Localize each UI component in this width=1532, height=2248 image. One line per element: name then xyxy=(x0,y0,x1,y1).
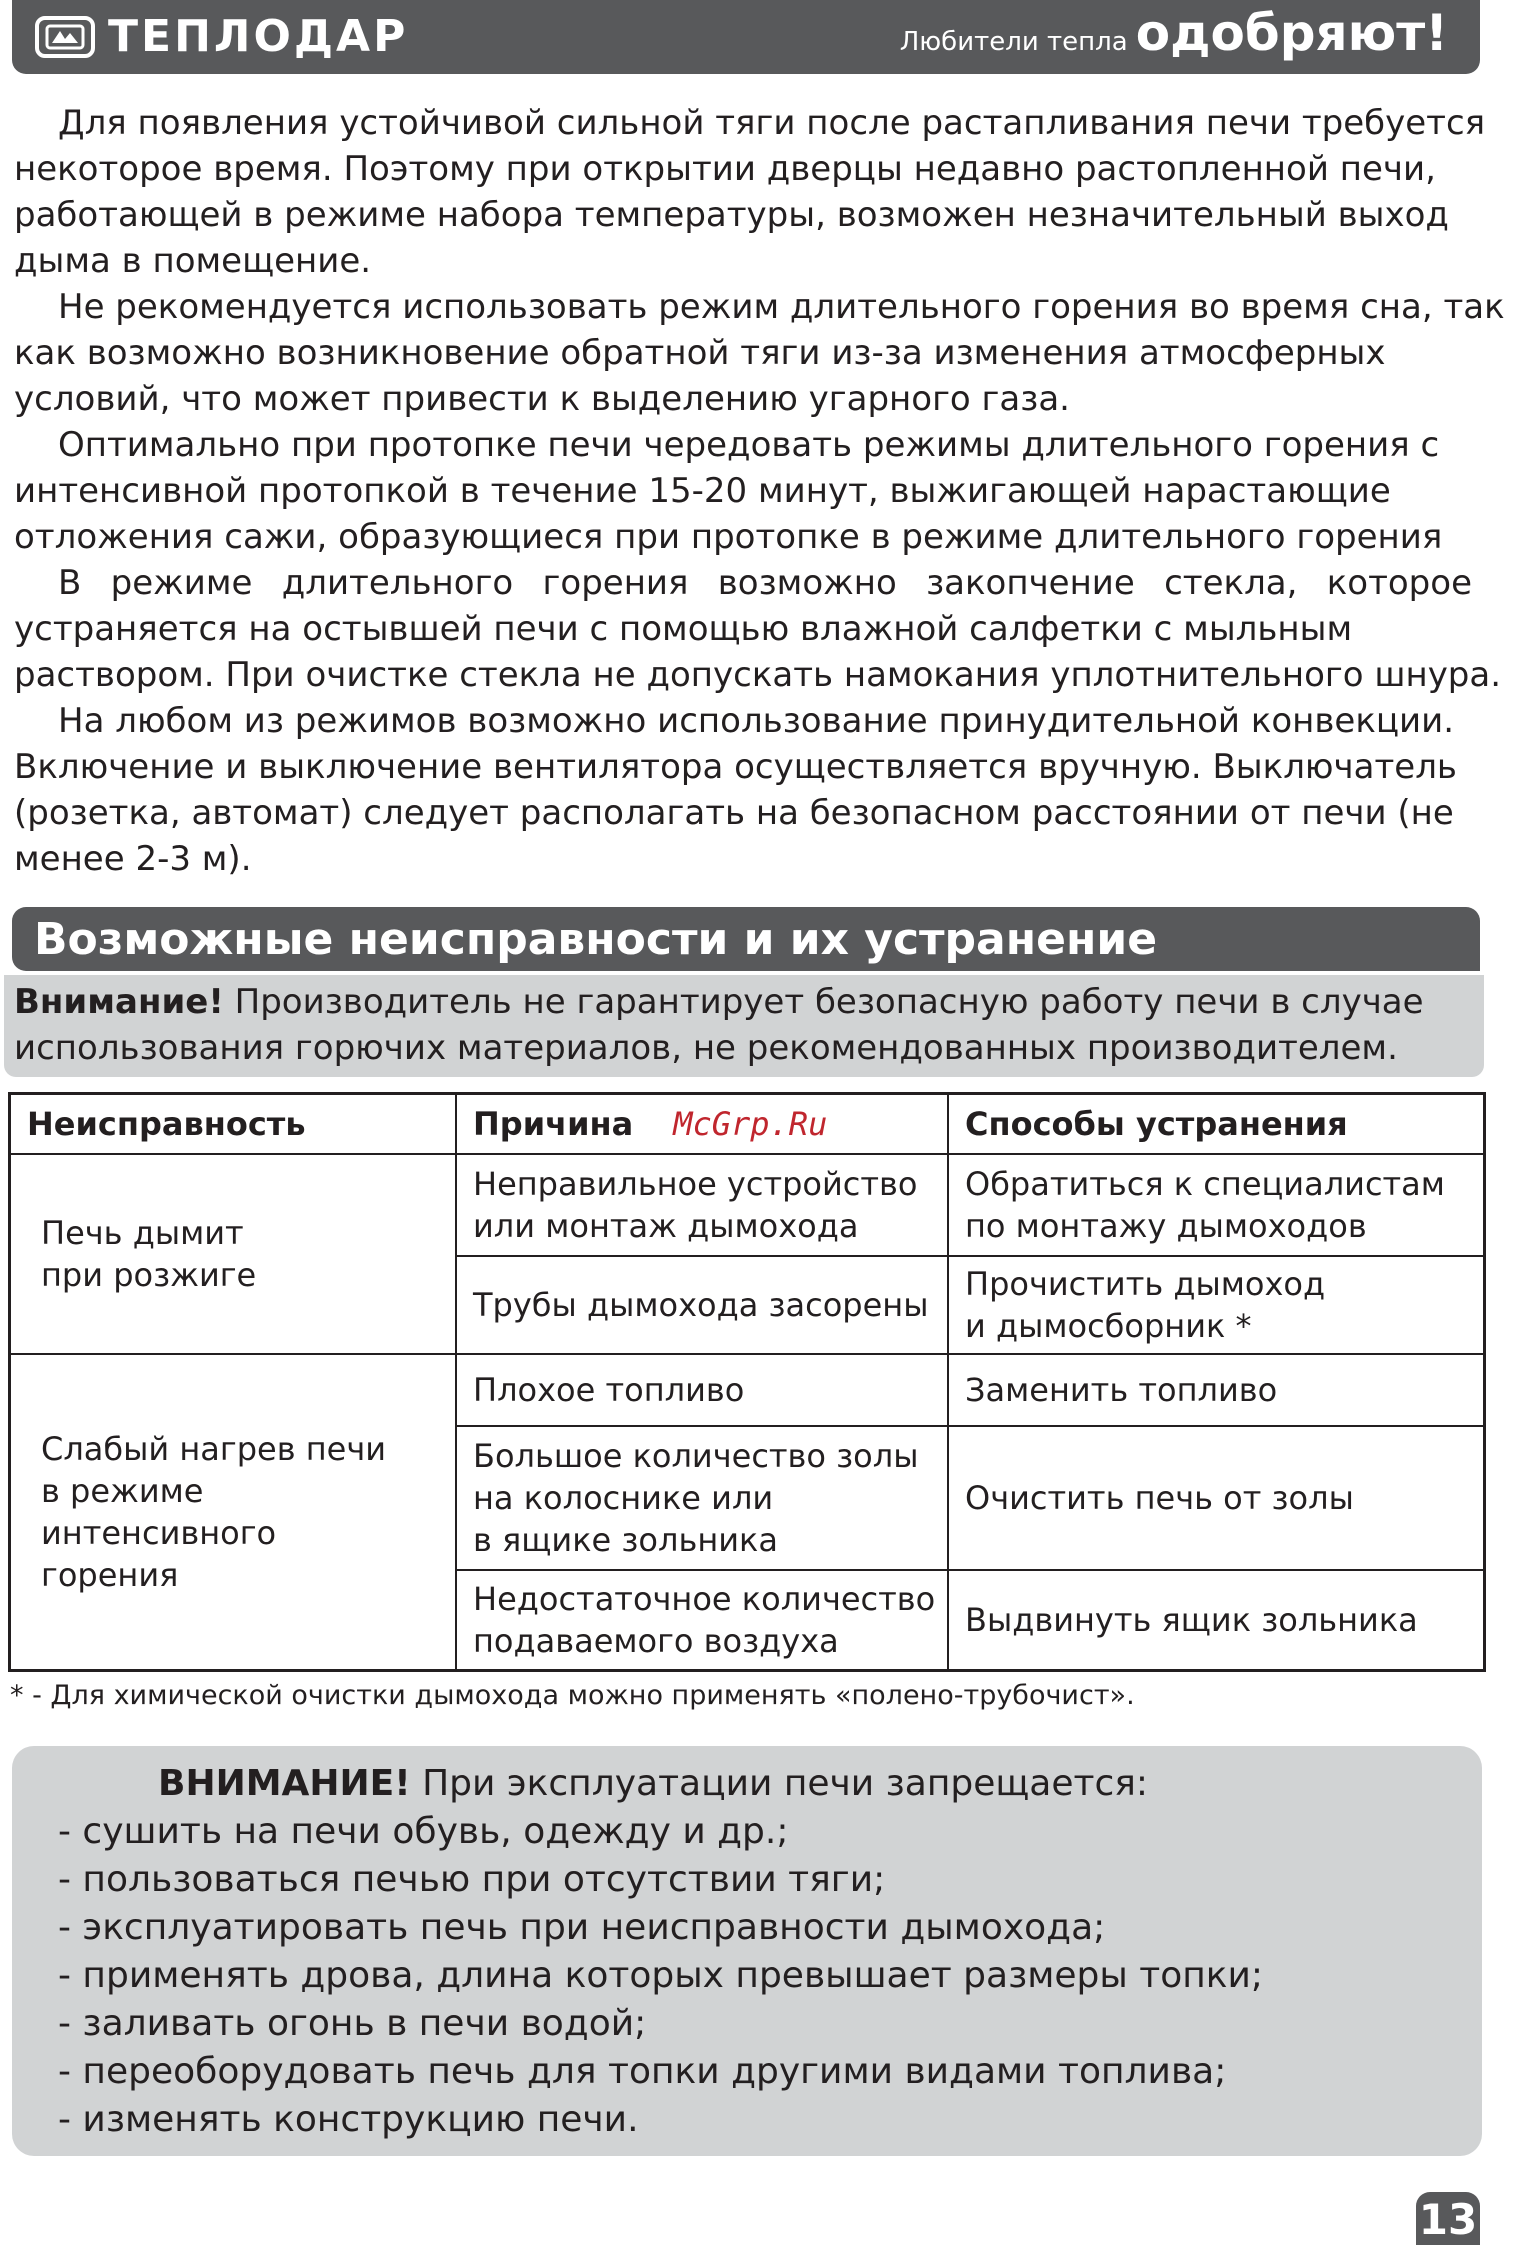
cause-cell xyxy=(456,1570,948,1670)
cause-cell xyxy=(456,1154,948,1256)
text-line: менее 2-3 м). xyxy=(14,839,252,879)
header-cause-label: Причина xyxy=(473,1105,634,1143)
text-line: дыма в помещение. xyxy=(14,241,372,281)
paragraph-1 xyxy=(14,100,1532,284)
intro-text xyxy=(14,100,1532,882)
warning-line: Производитель не гарантирует безопасную работу печи в случае xyxy=(234,982,1424,1022)
section-title: Возможные неисправности и их устранение xyxy=(34,914,1158,965)
section-header xyxy=(12,907,1480,971)
header-fix: Способы устранения xyxy=(948,1094,1485,1155)
paragraph-5 xyxy=(14,698,1532,882)
page-header xyxy=(12,0,1480,74)
warning-text xyxy=(14,979,1424,1071)
slogan-big: одобряют! xyxy=(1135,4,1448,62)
brand-name: ТЕПЛОДАР xyxy=(108,11,409,62)
text-line: интенсивной протопкой в течение 15-20 минут, выжигающей нарастающие xyxy=(14,471,1391,511)
text-line: (розетка, автомат) следует располагать на безопасном расстоянии от печи (не xyxy=(14,793,1454,833)
table-header-row xyxy=(10,1094,1485,1155)
text-line: Для появления устойчивой сильной тяги после растапливания печи требуется xyxy=(58,103,1486,143)
cell-line: при розжиге xyxy=(41,1256,257,1294)
watermark: McGrp.Ru xyxy=(673,1105,828,1143)
text-line: В режиме длительного горения возможно закопчение стекла, которое xyxy=(58,563,1472,603)
warning-box xyxy=(4,975,1484,1077)
list-item: - применять дрова, длина которых превышает размеры топки; xyxy=(58,1955,1264,1996)
text-line: некоторое время. Поэтому при открытии дверцы недавно растопленной печи, xyxy=(14,149,1436,189)
prohibitions-list xyxy=(58,1808,1263,2144)
warning-label: Внимание! xyxy=(14,982,224,1022)
slogan-small: Любители тепла xyxy=(899,27,1128,57)
list-item: - эксплуатировать печь при неисправности дымохода; xyxy=(58,1907,1106,1948)
cell-line: Слабый нагрев печи xyxy=(41,1429,387,1468)
paragraph-4 xyxy=(14,560,1532,698)
cell-line: Выдвинуть ящик зольника xyxy=(965,1600,1418,1639)
cause-cell xyxy=(456,1256,948,1354)
cell-line: или монтаж дымохода xyxy=(473,1207,859,1245)
text-line: условий, что может привести к выделению угарного газа. xyxy=(14,379,1070,419)
cell-line: по монтажу дымоходов xyxy=(965,1207,1367,1245)
stove-logo-icon xyxy=(34,15,96,59)
paragraph-2 xyxy=(14,284,1532,422)
cause-cell xyxy=(456,1426,948,1570)
prohibitions-box xyxy=(12,1746,1482,2156)
prohibitions-heading: При эксплуатации печи запрещается: xyxy=(422,1763,1149,1804)
fix-cell xyxy=(948,1256,1485,1354)
cell-line: Неправильное устройство xyxy=(473,1165,918,1203)
text-line: устраняется на остывшей печи с помощью влажной салфетки с мыльным xyxy=(14,609,1353,649)
cell-line: Заменить топливо xyxy=(965,1371,1278,1409)
text-line: Включение и выключение вентилятора осуществляется вручную. Выключатель xyxy=(14,747,1457,787)
cell-line: Недостаточное количество xyxy=(473,1579,936,1618)
cell-line: Трубы дымохода засорены xyxy=(473,1286,929,1324)
list-item: - пользоваться печью при отсутствии тяги; xyxy=(58,1859,886,1900)
table-row xyxy=(10,1354,1485,1426)
footnote: * - Для химической очистки дымохода можно применять «полено-трубочист». xyxy=(10,1680,1135,1711)
cell-line: Плохое топливо xyxy=(473,1371,745,1409)
paragraph-3 xyxy=(14,422,1532,560)
header-fault: Неисправность xyxy=(10,1094,457,1155)
cell-line: горения xyxy=(41,1555,179,1594)
cell-line: Печь дымит xyxy=(41,1214,244,1252)
prohibitions-label: ВНИМАНИЕ! xyxy=(158,1763,411,1804)
page-number: 13 xyxy=(1416,2192,1480,2245)
list-item: - сушить на печи обувь, одежду и др.; xyxy=(58,1811,789,1852)
text-line: отложения сажи, образующиеся при протопке в режиме длительного горения xyxy=(14,517,1443,557)
fault-cell xyxy=(10,1354,457,1670)
fault-cell xyxy=(10,1154,457,1354)
slogan xyxy=(900,4,1448,70)
text-line: На любом из режимов возможно использование принудительной конвекции. xyxy=(58,701,1455,741)
list-item: - заливать огонь в печи водой; xyxy=(58,2003,647,2044)
prohibitions-title xyxy=(158,1760,1148,1808)
list-item: - переоборудовать печь для топки другими видами топлива; xyxy=(58,2051,1227,2092)
cell-line: Прочистить дымоход xyxy=(965,1265,1326,1303)
cell-line: в ящике зольника xyxy=(473,1521,778,1559)
text-line: Оптимально при протопке печи чередовать режимы длительного горения с xyxy=(58,425,1440,465)
fix-cell xyxy=(948,1354,1485,1426)
faults-table xyxy=(8,1092,1486,1672)
cell-line: на колоснике или xyxy=(473,1479,774,1517)
fix-cell xyxy=(948,1154,1485,1256)
fix-cell xyxy=(948,1570,1485,1670)
cell-line: Очистить печь от золы xyxy=(965,1479,1354,1517)
text-line: раствором. При очистке стекла не допускать намокания уплотнительного шнура. xyxy=(14,655,1502,695)
list-item: - изменять конструкцию печи. xyxy=(58,2099,639,2140)
fix-cell xyxy=(948,1426,1485,1570)
cause-cell xyxy=(456,1354,948,1426)
text-line: работающей в режиме набора температуры, возможен незначительный выход xyxy=(14,195,1449,235)
cell-line: в режиме интенсивного xyxy=(41,1471,277,1552)
cell-line: и дымосборник * xyxy=(965,1307,1252,1345)
header-cause xyxy=(456,1094,948,1155)
text-line: Не рекомендуется использовать режим длительного горения во время сна, так xyxy=(58,287,1505,327)
cell-line: Большое количество золы xyxy=(473,1437,919,1475)
cell-line: подаваемого воздуха xyxy=(473,1621,839,1660)
brand-logo xyxy=(34,12,408,62)
warning-line: использования горючих материалов, не рекомендованных производителем. xyxy=(14,1028,1398,1068)
table-row xyxy=(10,1154,1485,1256)
text-line: как возможно возникновение обратной тяги из-за изменения атмосферных xyxy=(14,333,1386,373)
cell-line: Обратиться к специалистам xyxy=(965,1165,1445,1203)
